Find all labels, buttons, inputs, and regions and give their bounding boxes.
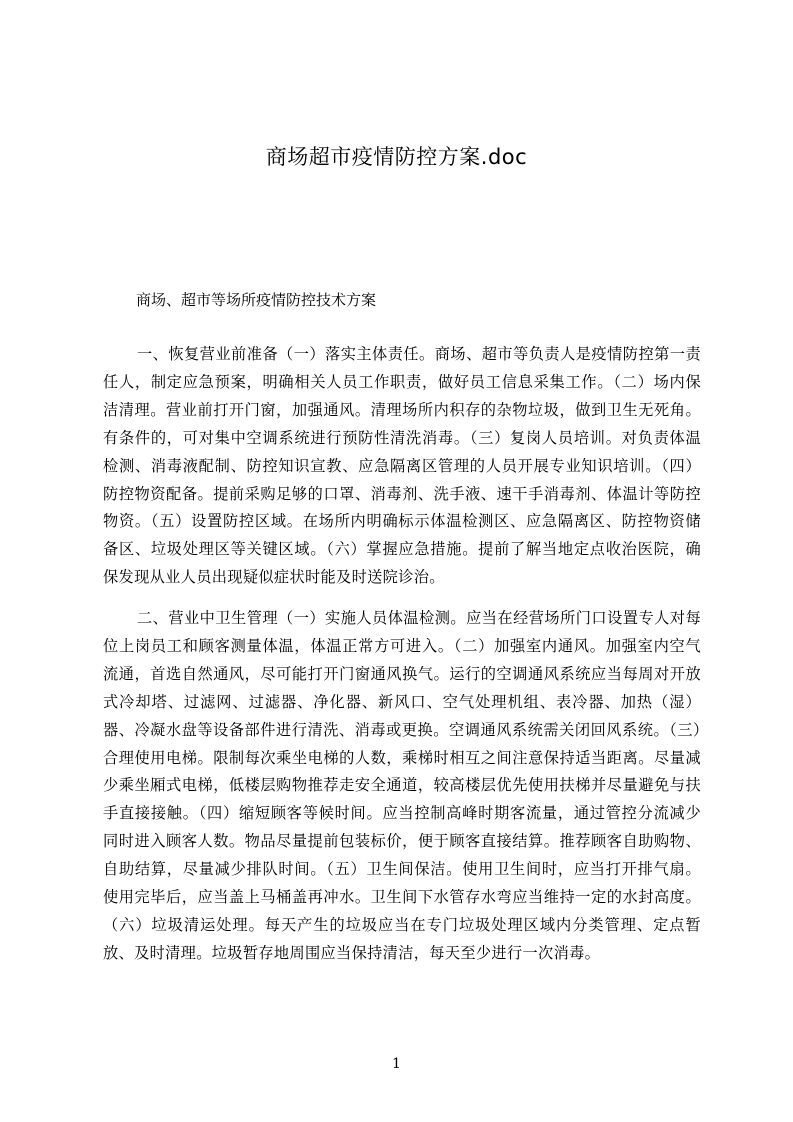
- paragraph-in-business-hygiene: 二、营业中卫生管理（一）实施人员体温检测。应当在经营场所门口设置专人对每位上岗员工和顾客测量体温，体温正常方可进入。（二）加强室内通风。加强室内空气流通，首选自然通风，尽可能打开门窗通风换气。运行的空调通风系统应当每周对开放式冷却塔、过滤网、过滤器、净化器、新风口、空气处理机组、表冷器、加热（湿）器、冷凝水盘等设备部件进行清洗、消毒或更换。空调通风系统需关闭回风系统。（三）合理使用电梯。限制每次乘坐电梯的人数，乘梯时相互之间注意保持适当距离。尽量减少乘坐厢式电梯，低楼层购物推荐走安全通道，较高楼层优先使用扶梯并尽量避免与扶手直接接触。（四）缩短顾客等候时间。应当控制高峰时期客流量，通过管控分流减少同时进入顾客人数。物品尽量提前包装标价，便于顾客直接结算。推荐顾客自助购物、自助结算，尽量减少排队时间。（五）卫生间保洁。使用卫生间时，应当打开排气扇。使用完毕后，应当盖上马桶盖再冲水。卫生间下水管存水弯应当维持一定的水封高度。（六）垃圾清运处理。每天产生的垃圾应当在专门垃圾处理区域内分类管理、定点暂放、及时清理。垃圾暂存地周围应当保持清洁，每天至少进行一次消毒。: [103, 609, 701, 962]
- paragraph-pre-opening-preparation: 一、恢复营业前准备（一）落实主体责任。商场、超市等负责人是疫情防控第一责任人，制定应急预案，明确相关人员工作职责，做好员工信息采集工作。（二）场内保洁清理。营业前打开门窗，加强通风。清理场所内积存的杂物垃圾，做到卫生无死角。有条件的，可对集中空调系统进行预防性清洗消毒。（三）复岗人员培训。对负责体温检测、消毒液配制、防控知识宣教、应急隔离区管理的人员开展专业知识培训。（四）防控物资配备。提前采购足够的口罩、消毒剂、洗手液、速干手消毒剂、体温计等防控物资。（五）设置防控区域。在场所内明确标示体温检测区、应急隔离区、防控物资储备区、垃圾处理区等关键区域。（六）掌握应急措施。提前了解当地定点收治医院，确保发现从业人员出现疑似症状时能及时送院诊治。: [103, 345, 701, 587]
- page-number: 1: [392, 1056, 401, 1072]
- document-subtitle: 商场、超市等场所疫情防控技术方案: [136, 291, 377, 309]
- document-title: 商场超市疫情防控方案.doc: [265, 145, 528, 169]
